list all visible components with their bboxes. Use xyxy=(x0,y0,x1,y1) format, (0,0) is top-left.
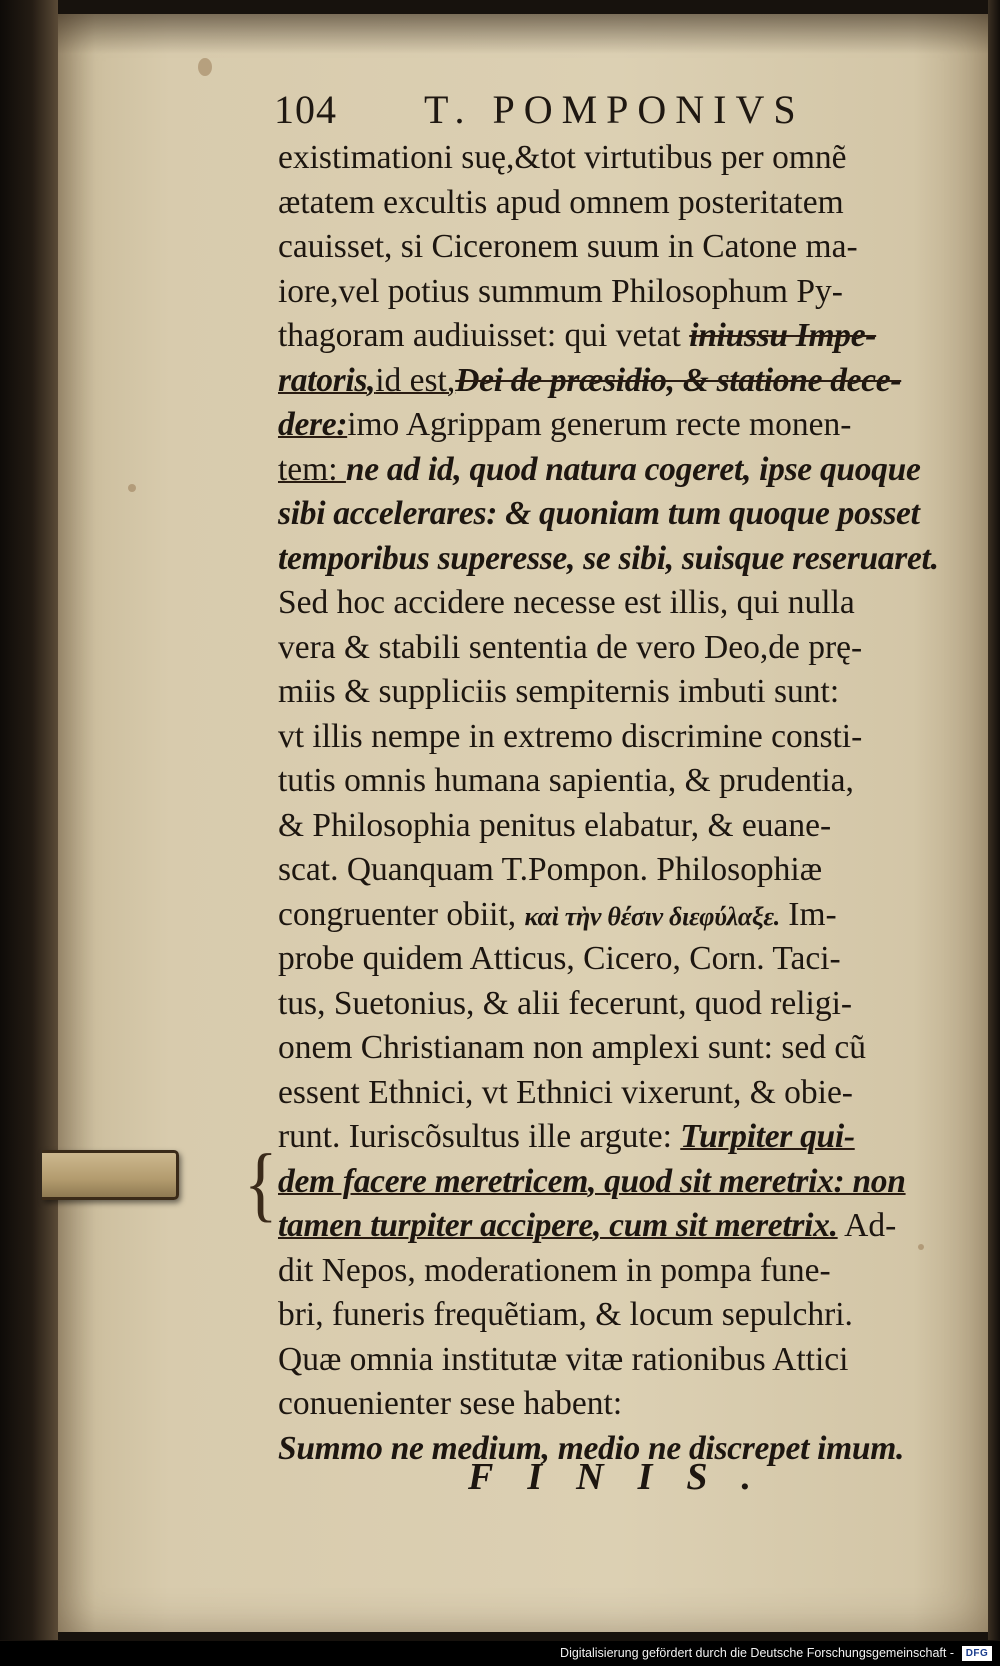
italic-underlined-segment: dere: xyxy=(278,406,348,443)
italic-line: temporibus superesse, se sibi, suisque reseruaret. xyxy=(278,539,939,577)
text-line: Sed hoc accidere necesse est illis, qui nulla xyxy=(278,584,855,621)
underlined-segment: id est, xyxy=(375,361,456,399)
text-segment: Ad- xyxy=(837,1207,897,1244)
text-line: vt illis nempe in extremo discrimine consti- xyxy=(278,717,863,755)
text-line: ætatem excultis apud omnem posteritatem xyxy=(278,183,844,221)
text-line: iore,vel potius summum Philosophum Py- xyxy=(278,272,843,310)
scan-background-left xyxy=(0,0,58,1640)
text-line: conuenienter sese habent: xyxy=(278,1385,623,1422)
paper-tab-marker xyxy=(42,1150,179,1200)
footer-credit: Digitalisierung gefördert durch die Deutsche Forschungsgemeinschaft - xyxy=(560,1646,954,1660)
page-shadow xyxy=(58,14,988,54)
text-line xyxy=(278,314,946,359)
text-line: tutis omnis humana sapientia, & prudentia, xyxy=(278,762,854,799)
text-line: essent Ethnici, vt Ethnici vixerunt, & obie- xyxy=(278,1073,853,1111)
text-line xyxy=(278,448,946,493)
italic-underlined-segment: dem facere meretricem, quod sit meretrix: non xyxy=(278,1162,906,1200)
closing-verse: Summo ne medium, medio ne discrepet imum. xyxy=(278,1429,905,1467)
body-text xyxy=(278,136,946,1471)
text-line xyxy=(278,1160,946,1205)
text-line: onem Christianam non amplexi sunt: sed cũ xyxy=(278,1029,867,1066)
italic-underlined-segment: tamen turpiter accipere, cum sit meretrix. xyxy=(278,1207,838,1244)
text-segment: congruenter obiit, xyxy=(278,895,525,933)
text-line: scat. Quanquam T.Pompon. Philosophiæ xyxy=(278,851,823,888)
running-head: T. POMPONIVS xyxy=(424,87,805,132)
text-line: existimationi suę,&tot virtutibus per omnẽ xyxy=(278,139,847,176)
italic-struck-segment: iniussu Impe- xyxy=(689,317,877,354)
italic-struck-segment: Dei de præsidio, & statione dece- xyxy=(455,361,902,399)
italic-segment: ne ad id, quod natura cogeret, ipse quoque xyxy=(345,450,921,488)
text-segment: thagoram audiuisset: qui vetat xyxy=(278,317,690,354)
underlined-segment: tem: xyxy=(278,450,346,488)
dfg-logo: DFG xyxy=(962,1646,992,1661)
scan-background-right xyxy=(988,0,1000,1640)
text-line: & Philosophia penitus elabatur, & euane- xyxy=(278,806,832,844)
text-line: Quæ omnia institutæ vitæ rationibus Attici xyxy=(278,1340,849,1378)
page-number: 104 xyxy=(274,87,337,132)
stain-spot xyxy=(128,484,136,492)
text-line xyxy=(278,1204,946,1249)
text-line xyxy=(278,359,946,404)
text-segment: Im- xyxy=(779,895,837,933)
text-line: probe quidem Atticus, Cicero, Corn. Taci- xyxy=(278,940,841,977)
text-segment: imo Agrippam generum recte monen- xyxy=(347,406,852,443)
text-line: vera & stabili sententia de vero Deo,de prę- xyxy=(278,628,863,666)
text-line xyxy=(278,893,946,938)
text-line: dit Nepos, moderationem in pompa fune- xyxy=(278,1251,831,1289)
text-line: bri, funeris frequẽtiam, & locum sepulchri. xyxy=(278,1296,853,1333)
stain-spot xyxy=(198,58,212,76)
finis-mark: FINIS. xyxy=(468,1456,785,1498)
margin-bracket-mark: { xyxy=(244,1138,278,1231)
italic-line: sibi accelerares: & quoniam tum quoque posset xyxy=(278,495,920,532)
text-segment: runt. Iuriscõsultus ille argute: xyxy=(278,1118,681,1155)
italic-underlined-segment: ratoris, xyxy=(278,361,376,399)
page-header xyxy=(274,86,834,132)
text-line xyxy=(278,403,946,448)
text-line xyxy=(278,1115,946,1160)
text-line: miis & suppliciis sempiternis imbuti sunt: xyxy=(278,673,840,710)
italic-underlined-segment: Turpiter qui- xyxy=(680,1118,855,1155)
text-line: tus, Suetonius, & alii fecerunt, quod religi- xyxy=(278,984,853,1022)
text-line: cauisset, si Ciceronem suum in Catone ma- xyxy=(278,228,858,265)
greek-phrase: καὶ τὴν θέσιν διεφύλαξε. xyxy=(524,901,780,931)
